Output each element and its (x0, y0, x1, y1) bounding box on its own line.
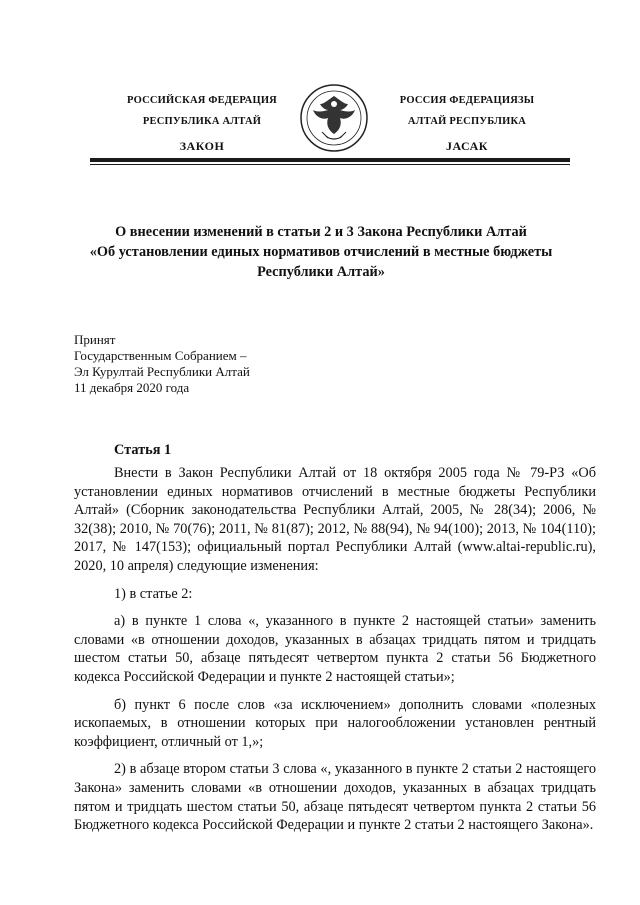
altai-republic-coat-of-arms-icon (298, 82, 370, 154)
header-right-republic: АЛТАЙ РЕСПУБЛИКА (407, 116, 527, 127)
header-left-law: ЗАКОН (179, 139, 225, 153)
article-body (74, 464, 596, 844)
title-line-1: О внесении изменений в статьи 2 и 3 Закона Республики Алтай (115, 224, 527, 240)
adopted-date: 11 декабря 2020 года (74, 380, 190, 395)
article-intro-paragraph: Внести в Закон Республики Алтай от 18 октября 2005 года № 79-РЗ «Об установлении единых нормативов отчислений в местные бюджеты Республики Алтай» (Сборник законодательства Республики Алтай, 2005, № 28(34); 2006, № 32(38); 2010, № 70(76); 2011, № 81(87); 2012, № 88(94), № 94(100); 2013, № 104(110); 2017, № 147(153); официальный портал Республики Алтай (www.altai-republic.ru), 2020, 10 апреля) следующие изменения: (74, 465, 596, 574)
header-left-country: РОССИЙСКАЯ ФЕДЕРАЦИЯ (127, 95, 277, 106)
title-line-2: «Об установлении единых нормативов отчислений в местные бюджеты (89, 244, 553, 260)
adoption-note (74, 332, 250, 396)
adopted-by-line: Государственным Собранием – (74, 348, 247, 363)
header-right-country: РОССИЯ ФЕДЕРАЦИЯЗЫ (399, 95, 535, 106)
header-right (382, 90, 552, 157)
item-2: 2) в абзаце втором статьи 3 слова «, указанного в пункте 2 статьи 2 настоящего Закона» заменить словами «в отношении доходов, указанных в абзацах тридцать пятом и тридцать шестом статьи 50, абзаце пятьдесят четвертом пункта 2 статьи 56 Бюджетного кодекса Российской Федерации и пункте 2 статьи 2 настоящего Закона». (74, 761, 596, 834)
item-1: 1) в статье 2: (114, 585, 193, 602)
header-right-law: JАСАК (445, 139, 488, 153)
adopted-label: Принят (74, 332, 116, 347)
adopted-body-name: Эл Курултай Республики Алтай (74, 364, 250, 379)
item-1b: б) пункт 6 после слов «за исключением» дополнить словами «полезных ископаемых, в отношении которых при налогообложении установлен рентный коэффициент, отличный от 1,»; (74, 696, 596, 750)
header-left-republic: РЕСПУБЛИКА АЛТАЙ (142, 116, 262, 127)
item-1a: а) в пункте 1 слова «, указанного в пункте 2 настоящей статьи» заменить словами «в отношении доходов, указанных в абзацах тридцать пятом и тридцать шестом статьи 50, абзаце пятьдесят четвертом пункта 2 статьи 56 Бюджетного кодекса Российской Федерации и пункте 2 настоящей статьи»; (74, 613, 596, 685)
article-heading: Статья 1 (114, 442, 172, 458)
title-line-3: Республики Алтай» (257, 264, 385, 280)
header-divider-thick (90, 158, 570, 162)
header-divider-thin (90, 164, 570, 165)
document-title (66, 222, 576, 282)
header-left (112, 90, 292, 157)
